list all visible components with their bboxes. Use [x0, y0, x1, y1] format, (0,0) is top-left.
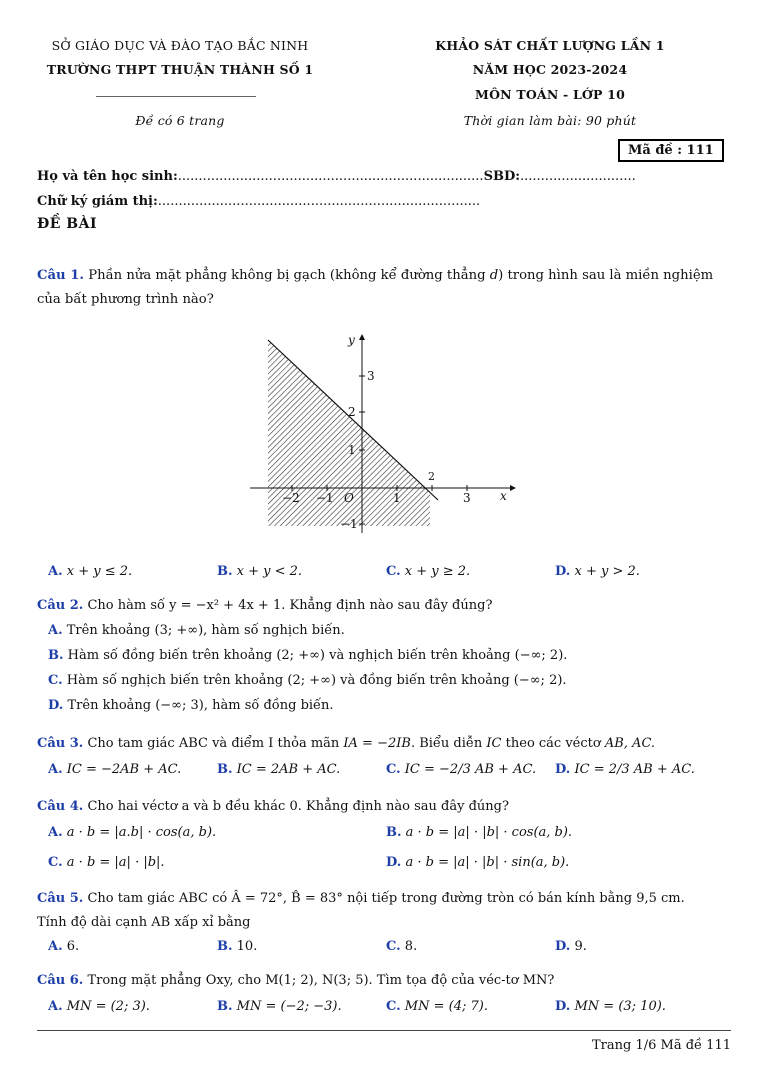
q3-option-c[interactable]: C. IC = −2/3 AB + AC.: [386, 762, 537, 777]
q3-eq: IA = −2IB: [343, 736, 411, 751]
q1-option-d[interactable]: D. x + y > 2.: [555, 564, 640, 579]
x-tick-3: 3: [463, 491, 471, 505]
student-name-row: [37, 166, 636, 188]
subject: MÔN TOÁN - LỚP 10: [475, 87, 625, 102]
section-title: ĐỀ BÀI: [37, 216, 98, 232]
footer-divider: [37, 1030, 731, 1031]
q1-text-a: Phần nửa mặt phẳng không bị gạch (không kể đường thẳng: [88, 268, 490, 283]
y-tick-3: 3: [367, 369, 375, 383]
q4-option-c[interactable]: C. a · b = |a| · |b|.: [48, 855, 165, 870]
q1-label: Câu 1.: [37, 268, 84, 283]
x-axis-arrow-icon: [510, 485, 516, 491]
q2-option-a[interactable]: A. Trên khoảng (3; +∞), hàm số nghịch biến.: [48, 623, 345, 638]
q2-option-d[interactable]: D. Trên khoảng (−∞; 3), hàm số đồng biến.: [48, 698, 334, 713]
x-axis-label: x: [500, 489, 507, 503]
school-year: NĂM HỌC 2023-2024: [472, 62, 628, 77]
origin-label: O: [344, 491, 354, 505]
exam-title: KHẢO SÁT CHẤT LƯỢNG LẦN 1: [435, 38, 665, 53]
dept-name: SỞ GIÁO DỤC VÀ ĐÀO TẠO BẮC NINH: [51, 38, 309, 53]
q5-stem-b: Tính độ dài cạnh AB xấp xỉ bằng: [37, 915, 251, 930]
question-6: Câu 6. Trong mặt phẳng Oxy, cho M(1; 2), N(3; 5). Tìm tọa độ của véc-tơ MN?: [37, 973, 555, 988]
supervisor-sign-row: [37, 191, 480, 213]
q5-option-b[interactable]: B. 10.: [217, 939, 258, 954]
page-footer: Trang 1/6 Mã đề 111: [592, 1038, 731, 1053]
q5-option-a[interactable]: A. 6.: [48, 939, 80, 954]
q1-option-b[interactable]: B. x + y < 2.: [217, 564, 303, 579]
y-tick-neg1: −1: [340, 517, 358, 531]
q5-option-c[interactable]: C. 8.: [386, 939, 418, 954]
question-2: Câu 2. Cho hàm số y = −x² + 4x + 1. Khẳng định nào sau đây đúng?: [37, 598, 493, 613]
x-tick-neg2: −2: [282, 491, 300, 505]
school-name: TRƯỜNG THPT THUẬN THÀNH SỐ 1: [46, 62, 314, 77]
q6-option-d[interactable]: D. MN = (3; 10).: [555, 999, 666, 1014]
q1-option-c[interactable]: C. x + y ≥ 2.: [386, 564, 471, 579]
y-axis-label: y: [348, 333, 355, 347]
x-tick-neg1: −1: [316, 491, 334, 505]
q2-option-c[interactable]: C. Hàm số nghịch biến trên khoảng (2; +∞) và đồng biến trên khoảng (−∞; 2).: [48, 673, 567, 688]
duration: Thời gian làm bài: 90 phút: [463, 113, 637, 128]
header-divider: [96, 96, 256, 97]
student-name-field: ..........................................................................: [177, 169, 484, 184]
x-tick-2: 2: [428, 470, 435, 483]
q4-option-b[interactable]: B. a · b = |a| · |b| · cos(a, b).: [386, 825, 573, 840]
x-tick-1: 1: [393, 491, 401, 505]
supervisor-sign-label: Chữ ký giám thị:: [37, 194, 158, 209]
y-axis-arrow-icon: [359, 334, 365, 340]
question-4: Câu 4. Cho hai véctơ a và b đều khác 0. Khẳng định nào sau đây đúng?: [37, 799, 509, 814]
q3-option-d[interactable]: D. IC = 2/3 AB + AC.: [555, 762, 695, 777]
pages-note: Đề có 6 trang: [135, 113, 225, 128]
q1-option-a[interactable]: A. x + y ≤ 2.: [48, 564, 133, 579]
q1-text-d: d: [489, 268, 499, 283]
q4-option-a[interactable]: A. a · b = |a.b| · cos(a, b).: [48, 825, 217, 840]
q3-option-a[interactable]: A. IC = −2AB + AC.: [48, 762, 182, 777]
sbd-field: ............................: [520, 169, 636, 184]
q6-option-b[interactable]: B. MN = (−2; −3).: [217, 999, 342, 1014]
q3-option-b[interactable]: B. IC = 2AB + AC.: [217, 762, 341, 777]
half-plane-graph: [240, 328, 530, 538]
y-tick-2: 2: [348, 405, 356, 419]
question-5: Câu 5. Cho tam giác ABC có Â = 72°, B̂ = 83° nội tiếp trong đường tròn có bán kính bằng 9,5 cm.: [37, 891, 685, 906]
q6-option-c[interactable]: C. MN = (4; 7).: [386, 999, 488, 1014]
q2-option-b[interactable]: B. Hàm số đồng biến trên khoảng (2; +∞) và nghịch biến trên khoảng (−∞; 2).: [48, 648, 568, 663]
q6-option-a[interactable]: A. MN = (2; 3).: [48, 999, 150, 1014]
q4-option-d[interactable]: D. a · b = |a| · |b| · sin(a, b).: [386, 855, 570, 870]
sbd-label: SBD:: [483, 169, 521, 184]
supervisor-sign-field: ..............................................................................: [157, 194, 481, 209]
question-1: [37, 266, 737, 286]
y-tick-1: 1: [348, 443, 356, 457]
q5-option-d[interactable]: D. 9.: [555, 939, 587, 954]
question-3: Câu 3. Cho tam giác ABC và điểm I thỏa mãn IA = −2IB. Biểu diễn IC theo các véctơ AB, AC.: [37, 736, 656, 751]
q1-text-c: của bất phương trình nào?: [37, 292, 214, 307]
q1-text-b: ) trong hình sau là miền nghiệm: [498, 268, 714, 283]
student-name-label: Họ và tên học sinh:: [37, 169, 178, 184]
exam-code-box: Mã đề : 111: [618, 139, 724, 162]
